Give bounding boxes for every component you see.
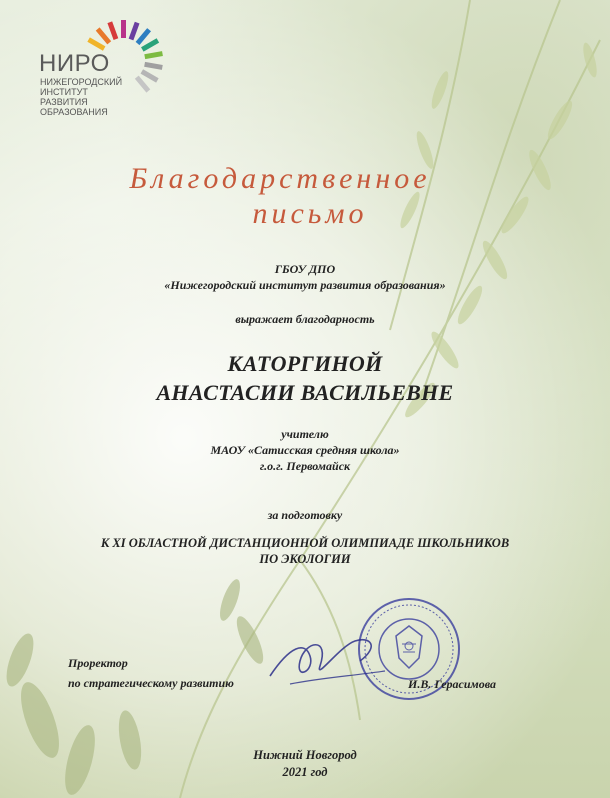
- logo-subtitle-line: НИЖЕГОРОДСКИЙ: [40, 77, 123, 87]
- logo-wordmark: НИРО: [39, 50, 110, 77]
- footer-city: Нижний Новгород: [253, 748, 357, 762]
- org-full-name: «Нижегородский институт развития образования»: [164, 278, 446, 292]
- reason-phrase: за подготовку: [267, 508, 343, 522]
- footer-year: 2021 год: [282, 765, 328, 779]
- logo-subtitle: [40, 77, 122, 117]
- gratitude-phrase: выражает благодарность: [235, 312, 375, 326]
- logo-subtitle-line: ИНСТИТУТ: [40, 87, 88, 97]
- recipient-school: МАОУ «Сатисская средняя школа»: [210, 443, 400, 457]
- signatory-role-line2: по стратегическому развитию: [68, 676, 234, 690]
- letter-title-line1: Благодарственное: [129, 162, 431, 195]
- recipient-city: г.о.г. Первомайск: [259, 459, 351, 473]
- org-short-name: ГБОУ ДПО: [274, 262, 336, 276]
- recipient-given-names: АНАСТАСИИ ВАСИЛЬЕВНЕ: [156, 380, 454, 405]
- olympiad-title-line1: К XI ОБЛАСТНОЙ ДИСТАНЦИОННОЙ ОЛИМПИАДЕ ШКОЛЬНИКОВ: [100, 536, 510, 550]
- olympiad-title-line2: ПО ЭКОЛОГИИ: [259, 552, 351, 566]
- letter-title-line2: письмо: [252, 197, 368, 230]
- signatory-role-line1: Проректор: [68, 656, 128, 670]
- recipient-surname: КАТОРГИНОЙ: [227, 351, 383, 376]
- recipient-position: учителю: [281, 427, 329, 441]
- handwritten-signature-icon: [260, 626, 390, 696]
- logo-subtitle-line: ОБРАЗОВАНИЯ: [40, 107, 108, 117]
- signatory-name: И.В. Герасимова: [408, 677, 497, 691]
- logo-subtitle-line: РАЗВИТИЯ: [40, 97, 88, 107]
